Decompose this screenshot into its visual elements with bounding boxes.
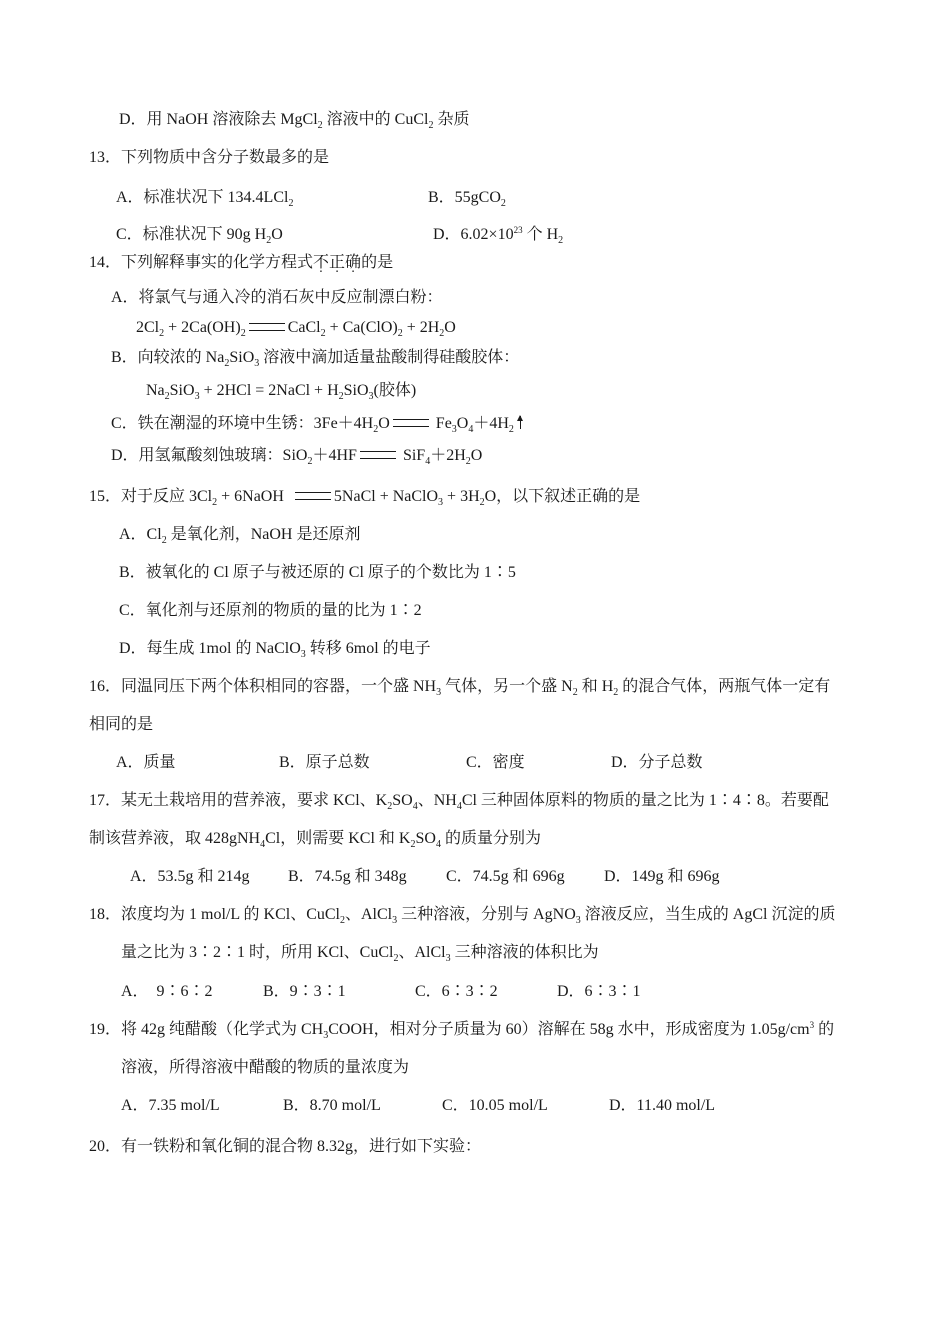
text-line bbox=[283, 1096, 381, 1116]
text-run: 15．对于反应 3Cl bbox=[89, 488, 213, 505]
text-run: SiO bbox=[343, 382, 369, 399]
text-line bbox=[89, 148, 329, 168]
subscript: 2 bbox=[288, 198, 294, 209]
text-line bbox=[89, 715, 153, 735]
text-line bbox=[121, 982, 213, 1002]
equals-sign bbox=[249, 323, 285, 331]
subscript: 2 bbox=[410, 839, 416, 850]
text-run: 的 bbox=[814, 1021, 835, 1038]
subscript: 4 bbox=[456, 801, 462, 812]
text-run: A．7.35 mol/L bbox=[121, 1097, 220, 1114]
text-run: Cl，则需要 KCl 和 K bbox=[265, 830, 411, 847]
text-run: CaCl bbox=[287, 319, 321, 336]
subscript: 3 bbox=[438, 497, 444, 508]
text-run: C．密度 bbox=[466, 754, 525, 771]
subscript: 3 bbox=[323, 1030, 329, 1041]
subscript: 3 bbox=[436, 687, 442, 698]
text-run: C．标准状况下 90g H bbox=[116, 226, 267, 243]
text-line bbox=[89, 829, 541, 851]
text-line bbox=[111, 348, 519, 370]
subscript: 3 bbox=[194, 391, 200, 402]
superscript: 3 bbox=[809, 1020, 815, 1030]
subscript: 2 bbox=[339, 915, 345, 926]
text-line bbox=[89, 791, 829, 813]
subscript: 2 bbox=[164, 391, 170, 402]
text-run: Na bbox=[146, 382, 165, 399]
subscript: 3 bbox=[300, 649, 306, 660]
text-run: 、AlCl bbox=[344, 906, 393, 923]
text-run: 溶液中滴加适量盐酸制得硅酸胶体： bbox=[259, 349, 520, 366]
text-run: 、AlCl bbox=[398, 944, 446, 961]
text-line bbox=[136, 318, 456, 340]
subscript: 4 bbox=[412, 801, 418, 812]
text-line bbox=[121, 1096, 220, 1116]
emphasis-char: 不 bbox=[313, 254, 330, 271]
text-line bbox=[130, 867, 250, 887]
subscript: 4 bbox=[260, 839, 266, 850]
equals-sign bbox=[393, 419, 429, 427]
text-run: 转移 6mol 的电子 bbox=[305, 640, 431, 657]
subscript: 2 bbox=[558, 235, 564, 246]
text-run: + 6NaOH bbox=[217, 488, 292, 505]
text-line bbox=[111, 288, 443, 308]
text-run: SO bbox=[415, 830, 436, 847]
text-run: D．分子总数 bbox=[611, 754, 703, 771]
text-run: C．6∶3∶2 bbox=[415, 983, 498, 1000]
text-run: 是氧化剂，NaOH 是还原剂 bbox=[166, 526, 361, 543]
subscript: 2 bbox=[500, 198, 506, 209]
text-line bbox=[89, 487, 640, 509]
text-run: 制该营养液，取 428gNH bbox=[89, 830, 261, 847]
text-run: O bbox=[456, 415, 469, 432]
text-line bbox=[89, 253, 393, 273]
text-line bbox=[89, 905, 835, 927]
text-line bbox=[89, 1020, 834, 1042]
text-run: C．氧化剂与还原剂的物质的量的比为 1∶2 bbox=[119, 602, 422, 619]
subscript: 2 bbox=[479, 497, 485, 508]
text-run: B．8.70 mol/L bbox=[283, 1097, 381, 1114]
subscript: 2 bbox=[224, 358, 230, 369]
text-run: B．9∶3∶1 bbox=[263, 983, 346, 1000]
text-line bbox=[116, 188, 293, 210]
text-line bbox=[415, 982, 498, 1002]
subscript: 4 bbox=[435, 839, 441, 850]
subscript: 3 bbox=[451, 424, 457, 435]
text-run: Cl 三种固体原料的物质的量之比为 1∶4∶8。若要配 bbox=[461, 792, 829, 809]
text-run: 个 H bbox=[522, 226, 559, 243]
text-line bbox=[442, 1096, 548, 1116]
text-line bbox=[446, 867, 565, 887]
text-run: 的是 bbox=[361, 254, 394, 271]
text-run: 杂质 bbox=[433, 111, 470, 128]
subscript: 2 bbox=[266, 235, 272, 246]
text-line bbox=[609, 1096, 715, 1116]
emphasis-char: 确 bbox=[345, 254, 362, 271]
subscript: 2 bbox=[613, 687, 619, 698]
subscript: 4 bbox=[425, 456, 431, 467]
text-run: SiO bbox=[229, 349, 255, 366]
text-run: 19．将 42g 纯醋酸（化学式为 CH bbox=[89, 1021, 324, 1038]
text-line bbox=[121, 1058, 409, 1078]
subscript: 2 bbox=[240, 328, 246, 339]
text-run: A．质量 bbox=[116, 754, 176, 771]
superscript: 23 bbox=[513, 225, 523, 235]
text-run: D．每生成 1mol 的 NaClO bbox=[119, 640, 301, 657]
subscript: 2 bbox=[439, 328, 445, 339]
text-run: 20．有一铁粉和氧化铜的混合物 8.32g，进行如下实验： bbox=[89, 1138, 482, 1155]
text-run: 相同的是 bbox=[89, 716, 154, 733]
text-run: 溶液反应，当生成的 AgCl 沉淀的质 bbox=[580, 906, 836, 923]
text-run: + Ca(ClO) bbox=[325, 319, 398, 336]
subscript: 2 bbox=[373, 424, 379, 435]
subscript: 3 bbox=[368, 391, 374, 402]
text-line bbox=[89, 1137, 481, 1157]
text-run: + 2Ca(OH) bbox=[164, 319, 241, 336]
text-run: + 2H bbox=[402, 319, 440, 336]
text-run: 14．下列解释事实的化学方程式 bbox=[89, 254, 314, 271]
text-line bbox=[119, 110, 469, 132]
subscript: 2 bbox=[320, 328, 326, 339]
text-run: 、NH bbox=[417, 792, 457, 809]
text-run: 16．同温同压下两个体积相同的容器，一个盛 NH bbox=[89, 678, 437, 695]
text-run: 三种溶液，分别与 AgNO bbox=[397, 906, 576, 923]
text-run: Fe bbox=[431, 415, 452, 432]
text-run: A．标准状况下 134.4LCl bbox=[116, 189, 289, 206]
text-run: 17．某无土栽培用的营养液，要求 KCl、K bbox=[89, 792, 388, 809]
text-run: O bbox=[444, 319, 456, 336]
subscript: 2 bbox=[338, 391, 344, 402]
gas-arrow-icon bbox=[520, 416, 521, 429]
text-line bbox=[111, 446, 482, 468]
text-run: D．11.40 mol/L bbox=[609, 1097, 716, 1114]
text-run: A．53.5g 和 214g bbox=[130, 868, 250, 885]
equals-sign bbox=[295, 492, 331, 500]
text-run: SO bbox=[392, 792, 413, 809]
text-run: ＋4H bbox=[473, 415, 509, 432]
text-run: A．Cl bbox=[119, 526, 162, 543]
text-run: SiF bbox=[398, 447, 426, 464]
text-run: 三种溶液的体积比为 bbox=[450, 944, 599, 961]
text-run: + 2HCl = 2NaCl + H bbox=[199, 382, 339, 399]
text-line bbox=[89, 677, 830, 699]
text-run: 5NaCl + NaClO bbox=[333, 488, 439, 505]
text-run: O，以下叙述正确的是 bbox=[484, 488, 641, 505]
text-line bbox=[116, 753, 176, 773]
text-run: D．用氢氟酸刻蚀玻璃：SiO bbox=[111, 447, 308, 464]
text-run: D．149g 和 696g bbox=[604, 868, 720, 885]
subscript: 2 bbox=[159, 328, 165, 339]
subscript: 4 bbox=[468, 424, 474, 435]
text-line bbox=[111, 414, 521, 436]
text-run: B．向较浓的 Na bbox=[111, 349, 225, 366]
subscript: 2 bbox=[428, 120, 434, 131]
text-run: O bbox=[470, 447, 483, 464]
text-run: A． 9∶6∶2 bbox=[121, 983, 213, 1000]
subscript: 2 bbox=[508, 424, 514, 435]
text-run: 和 H bbox=[577, 678, 614, 695]
text-run: ＋4HF bbox=[312, 447, 357, 464]
subscript: 2 bbox=[307, 456, 313, 467]
text-run: B．55gCO bbox=[428, 189, 501, 206]
text-line bbox=[119, 563, 516, 583]
text-line bbox=[119, 639, 431, 661]
text-run: 的混合气体，两瓶气体一定有 bbox=[618, 678, 831, 695]
emphasis-char: 正 bbox=[329, 254, 346, 271]
subscript: 2 bbox=[393, 953, 399, 964]
subscript: 2 bbox=[387, 801, 393, 812]
text-line bbox=[116, 225, 283, 247]
text-line bbox=[611, 753, 703, 773]
text-run: + 3H bbox=[443, 488, 480, 505]
text-run: C．74.5g 和 696g bbox=[446, 868, 565, 885]
text-run: B．原子总数 bbox=[279, 754, 370, 771]
text-run: D．6.02×10 bbox=[433, 226, 514, 243]
text-run: 溶液中的 CuCl bbox=[322, 111, 429, 128]
text-line bbox=[279, 753, 370, 773]
text-line bbox=[119, 601, 422, 621]
subscript: 3 bbox=[575, 915, 581, 926]
subscript: 2 bbox=[212, 497, 218, 508]
text-run: D．6∶3∶1 bbox=[557, 983, 641, 1000]
subscript: 2 bbox=[465, 456, 471, 467]
text-line bbox=[557, 982, 641, 1002]
text-run: 量之比为 3∶2∶1 时，所用 KCl、CuCl bbox=[121, 944, 394, 961]
text-line bbox=[288, 867, 407, 887]
text-run: O bbox=[378, 415, 390, 432]
text-line bbox=[146, 381, 416, 403]
text-run: O bbox=[271, 226, 283, 243]
text-run: 气体，另一个盛 N bbox=[441, 678, 573, 695]
text-run: C．10.05 mol/L bbox=[442, 1097, 548, 1114]
subscript: 2 bbox=[397, 328, 403, 339]
text-run: 18．浓度均为 1 mol/L 的 KCl、CuCl bbox=[89, 906, 340, 923]
text-line bbox=[433, 225, 563, 247]
text-run: B．被氧化的 Cl 原子与被还原的 Cl 原子的个数比为 1∶5 bbox=[119, 564, 516, 581]
text-line bbox=[119, 525, 360, 547]
text-line bbox=[466, 753, 525, 773]
text-run: D．用 NaOH 溶液除去 MgCl bbox=[119, 111, 318, 128]
subscript: 2 bbox=[317, 120, 323, 131]
subscript: 2 bbox=[572, 687, 578, 698]
subscript: 3 bbox=[254, 358, 260, 369]
text-line bbox=[428, 188, 506, 210]
text-run: (胶体) bbox=[373, 382, 417, 399]
text-run: 2Cl bbox=[136, 319, 160, 336]
text-run: 13．下列物质中含分子数最多的是 bbox=[89, 149, 330, 166]
text-run: 的质量分别为 bbox=[440, 830, 541, 847]
subscript: 3 bbox=[392, 915, 398, 926]
text-run: SiO bbox=[169, 382, 195, 399]
equals-sign bbox=[360, 451, 396, 459]
subscript: 3 bbox=[445, 953, 451, 964]
text-run: COOH，相对分子质量为 60）溶解在 58g 水中，形成密度为 1.05g/cm bbox=[328, 1021, 810, 1038]
text-run: C．铁在潮湿的环境中生锈：3Fe＋4H bbox=[111, 415, 374, 432]
text-line bbox=[604, 867, 720, 887]
text-run: ＋2H bbox=[430, 447, 466, 464]
text-run: B．74.5g 和 348g bbox=[288, 868, 407, 885]
text-line bbox=[263, 982, 346, 1002]
subscript: 2 bbox=[161, 535, 167, 546]
text-line bbox=[121, 943, 599, 965]
text-run: A．将氯气与通入冷的消石灰中反应制漂白粉： bbox=[111, 289, 443, 306]
text-run: 溶液，所得溶液中醋酸的物质的量浓度为 bbox=[121, 1059, 410, 1076]
